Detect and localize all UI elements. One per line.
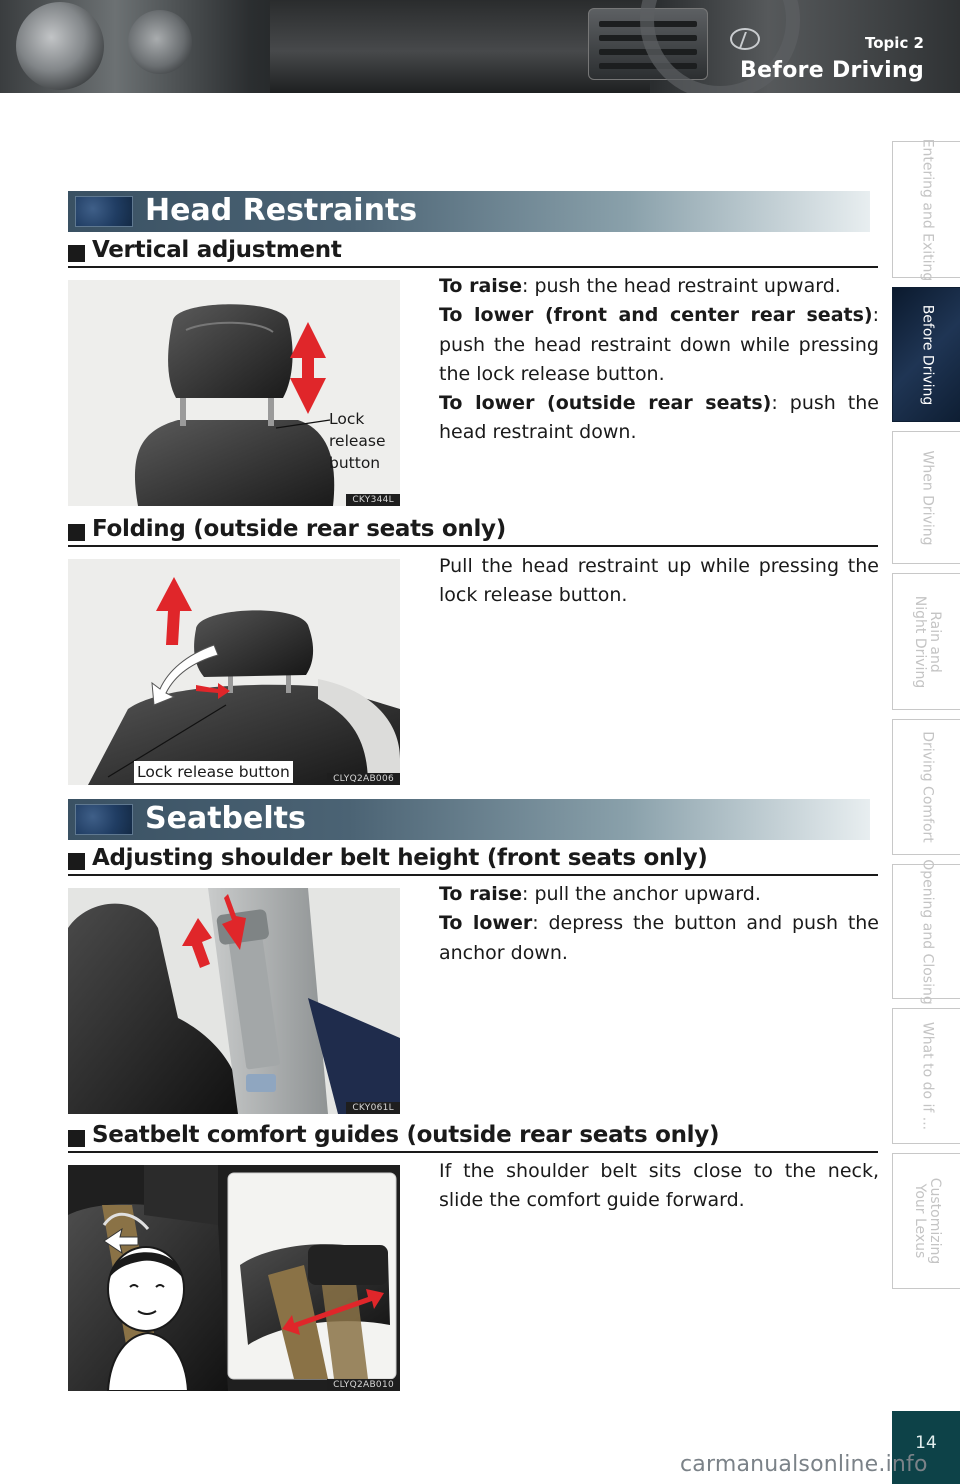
label-line-3: button: [329, 454, 381, 472]
fog-lamp-image: [128, 10, 192, 74]
section-header-head-restraints: [68, 191, 870, 232]
square-bullet-icon: [68, 245, 85, 262]
figure-head-restraint-vertical: [68, 280, 400, 506]
lower-front-term: To lower (front and center rear seats): [439, 304, 873, 327]
figure-code: CKY344L: [346, 494, 400, 506]
lower-text: : depress the button and push the anchor down.: [439, 912, 879, 964]
figure-code: CLYQ2AB006: [327, 773, 400, 785]
side-tab-label: Rain and Night Driving: [911, 595, 943, 688]
folding-text: [439, 552, 879, 611]
slide-arrows-icon: [68, 1165, 400, 1391]
lower-front-text: : push the head restraint down while pressing the lock release button.: [439, 304, 879, 385]
dashboard-image: [270, 0, 650, 93]
headlamp-image: [16, 2, 104, 90]
subsection-heading: Seatbelt comfort guides (outside rear seats only): [92, 1122, 720, 1148]
subsection-shoulder-belt-height: [68, 844, 878, 876]
lexus-emblem-icon: [730, 28, 760, 50]
figure-comfort-guide: [68, 1165, 400, 1391]
lock-release-button-label: [329, 408, 386, 474]
label-line-2: release: [329, 432, 386, 450]
figure-head-restraint-folding: [68, 559, 400, 785]
side-tab-label: Entering and Exiting: [919, 138, 935, 281]
raise-term: To raise: [439, 883, 523, 905]
section-swatch-icon: [75, 196, 133, 227]
section-title: Seatbelts: [145, 801, 306, 836]
section-swatch-icon: [75, 804, 133, 835]
raise-term: To raise: [439, 275, 523, 297]
subsection-heading: Folding (outside rear seats only): [92, 516, 506, 542]
side-tab-customizing-your-lexus[interactable]: [892, 1153, 960, 1289]
section-header-seatbelts: [68, 799, 870, 840]
square-bullet-icon: [68, 524, 85, 541]
side-tab-label: Customizing Your Lexus: [911, 1177, 943, 1265]
side-tab-opening-and-closing[interactable]: [892, 858, 960, 1005]
vertical-adjustment-text: [439, 272, 879, 448]
raise-text: : pull the anchor upward.: [522, 883, 761, 905]
side-tab-label: Driving Comfort: [919, 731, 935, 843]
side-tab-before-driving[interactable]: [892, 287, 960, 422]
page-number: 14: [915, 1433, 937, 1453]
anchor-up-down-arrows-icon: [68, 888, 400, 1114]
figure-shoulder-belt-anchor: [68, 888, 400, 1114]
topic-number: Topic 2: [865, 34, 924, 52]
figure-code: CLYQ2AB010: [327, 1379, 400, 1391]
side-tab-label: Before Driving: [919, 304, 935, 405]
watermark-text: carmanualsonline.info: [680, 1452, 928, 1477]
topic-title: Before Driving: [740, 58, 924, 83]
subsection-comfort-guides: [68, 1121, 878, 1153]
side-tab-when-driving[interactable]: [892, 431, 960, 564]
section-title: Head Restraints: [145, 193, 418, 228]
comfort-guide-paragraph: If the shoulder belt sits close to the neck, slide the comfort guide forward.: [439, 1160, 879, 1212]
side-tab-what-to-do-if[interactable]: [892, 1008, 960, 1144]
side-tab-label: Opening and Closing: [919, 858, 935, 1005]
subsection-folding: [68, 515, 878, 547]
side-tab-label: What to do if ...: [919, 1021, 935, 1131]
subsection-vertical-adjustment: [68, 236, 878, 268]
raise-text: : push the head restraint upward.: [522, 275, 841, 297]
subsection-heading: Adjusting shoulder belt height (front seats only): [92, 845, 708, 871]
side-tab-label: When Driving: [919, 449, 935, 546]
lower-term: To lower: [439, 912, 533, 935]
square-bullet-icon: [68, 853, 85, 870]
shoulder-belt-text: [439, 880, 879, 968]
square-bullet-icon: [68, 1130, 85, 1147]
lock-release-button-label: Lock release button: [134, 761, 293, 783]
figure-code: CKY061L: [346, 1102, 400, 1114]
label-line-1: Lock: [329, 410, 365, 428]
subsection-heading: Vertical adjustment: [92, 237, 342, 263]
lower-outside-text: : push the head restraint down.: [439, 392, 879, 444]
top-banner: [0, 0, 960, 93]
fold-arrows-icon: [68, 559, 400, 785]
side-tab-entering-and-exiting[interactable]: [892, 138, 960, 281]
comfort-guide-text: [439, 1157, 879, 1216]
lower-outside-term: To lower (outside rear seats): [439, 392, 772, 415]
folding-paragraph: Pull the head restraint up while pressing the lock release button.: [439, 555, 879, 607]
side-tab-driving-comfort[interactable]: [892, 719, 960, 855]
side-tab-rain-and-night-driving[interactable]: [892, 573, 960, 710]
